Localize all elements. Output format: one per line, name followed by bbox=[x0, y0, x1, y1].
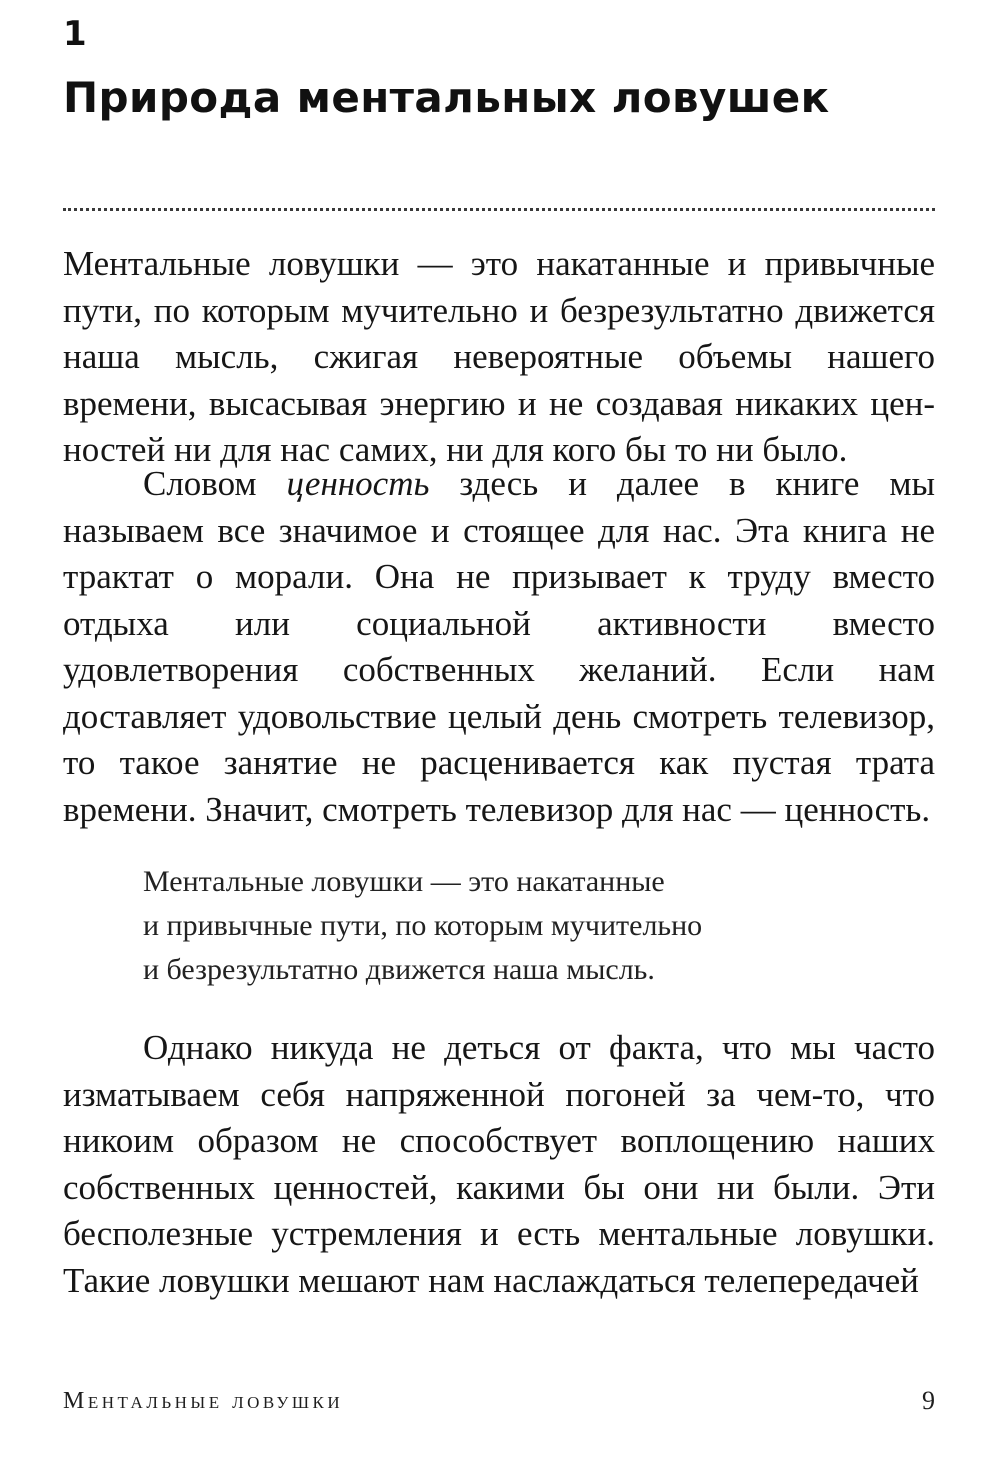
paragraph-2-lead: Словом bbox=[143, 464, 287, 503]
page-number: 9 bbox=[922, 1386, 935, 1415]
pull-quote-line: и безрезультатно движется наша мысль. bbox=[143, 953, 655, 986]
term-emphasis: ценность bbox=[286, 464, 430, 503]
dotted-divider bbox=[63, 208, 935, 211]
paragraph-1: Ментальные ловушки — это накатанные и привычные пути, по которым мучительно и безрезультатно движется наша мысль, сжигая невероятные объемы нашего времени, высасывая энергию и не создавая никаких ценностей ни для нас самих, ни для кого бы то ни было. bbox=[63, 244, 935, 469]
running-footer-title: Ментальные ловушки bbox=[63, 1388, 344, 1414]
pull-quote-line: и привычные пути, по которым мучительно bbox=[143, 909, 703, 942]
paragraph-3: Однако никуда не деться от факта, что мы часто изматываем себя напряженной погоней за чем-то, что никоим образом не способствует воплощению наших собственных ценностей, какими бы они ни были. Эти бесполезные устремления и есть ментальные ловушки. Такие ловушки мешают нам наслаждаться телепередачей bbox=[63, 1028, 935, 1300]
chapter-title: Природа ментальных ловушек bbox=[63, 73, 830, 122]
chapter-number: 1 bbox=[63, 14, 87, 54]
paragraph-2 bbox=[63, 461, 935, 833]
pull-quote bbox=[143, 860, 903, 992]
pull-quote-line: Ментальные ловушки — это накатанные bbox=[143, 865, 665, 898]
paragraph-2-rest: здесь и далее в книге мы называем все значимое и стоящее для нас. Эта книга не трактат о морали. Она не призывает к труду вместо отдыха или социальной активности вместо удовлетворения собственных желаний. Если нам доставляет удовольствие целый день смотреть телевизор, то такое занятие не расценивается как пустая трата времени. Значит, смотреть телевизор для нас — ценность. bbox=[63, 464, 935, 829]
